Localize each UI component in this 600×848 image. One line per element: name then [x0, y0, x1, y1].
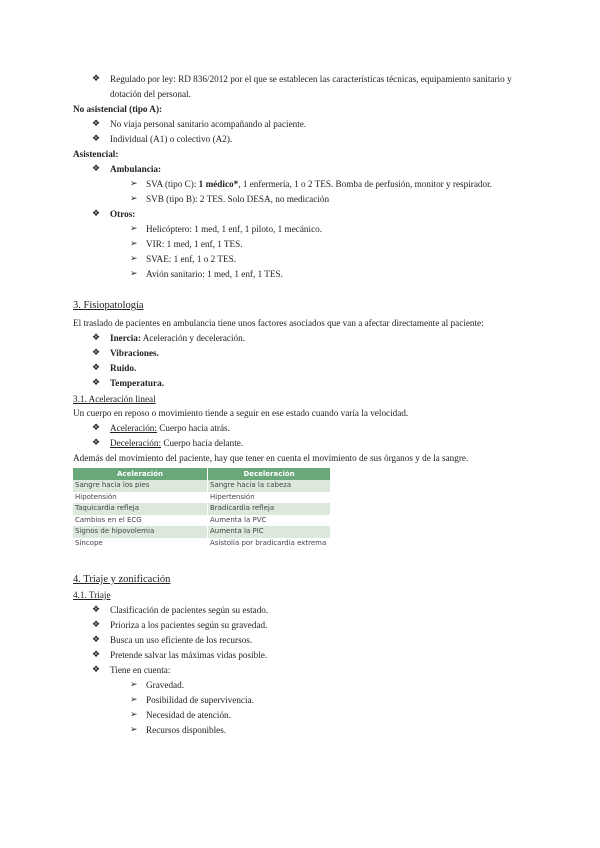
table-cell: Hipotensión	[73, 492, 208, 504]
table-header-row	[73, 468, 331, 480]
diamond-bullet-icon: ❖	[92, 378, 101, 388]
list-item: VIR: 1 med, 1 enf, 1 TES.	[146, 239, 243, 249]
diamond-bullet-icon: ❖	[92, 635, 101, 645]
list-item: Helicóptero: 1 med, 1 enf, 1 piloto, 1 mecánico.	[146, 224, 323, 234]
diamond-bullet-icon: ❖	[92, 209, 101, 219]
diamond-bullet-icon: ❖	[92, 438, 101, 448]
regulation-line: Regulado por ley: RD 836/2012 por el que se establecen las características técnicas, equipamiento sanitario y	[110, 74, 512, 84]
table-row	[73, 503, 331, 515]
effects-table	[73, 468, 331, 549]
subsection-heading-aceleracion: 3.1. Aceleración lineal	[73, 394, 156, 404]
fisiopatologia-intro: El traslado de pacientes en ambulancia tiene unos factores asociados que van a afectar directamente al paciente:	[73, 318, 484, 328]
table-cell: Sangre hacia la cabeza	[208, 480, 331, 492]
arrow-bullet-icon: ➢	[130, 710, 138, 720]
list-item: Gravedad.	[146, 680, 185, 690]
svb-line: SVB (tipo B): 2 TES. Solo DESA, no medicación	[146, 194, 330, 204]
list-item: Busca un uso eficiente de los recursos.	[110, 635, 253, 645]
list-item: Deceleración: Cuerpo hacia delante.	[110, 438, 244, 448]
list-item: Necesidad de atención.	[146, 710, 231, 720]
otros-label: Otros:	[110, 209, 136, 219]
table-cell: Bradicardia refleja	[208, 503, 331, 515]
ambulancia-label: Ambulancia:	[110, 164, 162, 174]
list-item: No viaja personal sanitario acompañando al paciente.	[110, 119, 307, 129]
arrow-bullet-icon: ➢	[130, 725, 138, 735]
diamond-bullet-icon: ❖	[92, 605, 101, 615]
arrow-bullet-icon: ➢	[130, 269, 138, 279]
list-item: Ruido.	[110, 363, 137, 373]
section-heading-triaje: 4. Triaje y zonificación	[73, 574, 171, 585]
table-cell: Aumenta la PVC	[208, 515, 331, 527]
list-item: Individual (A1) o colectivo (A2).	[110, 134, 233, 144]
diamond-bullet-icon: ❖	[92, 650, 101, 660]
diamond-bullet-icon: ❖	[92, 119, 101, 129]
no-asistencial-heading: No asistencial (tipo A):	[73, 104, 163, 114]
list-item: Aceleración: Cuerpo hacia atrás.	[110, 423, 230, 433]
list-item: Posibilidad de supervivencia.	[146, 695, 254, 705]
diamond-bullet-icon: ❖	[92, 134, 101, 144]
table-row	[73, 480, 331, 492]
diamond-bullet-icon: ❖	[92, 164, 101, 174]
arrow-bullet-icon: ➢	[130, 239, 138, 249]
list-item: Inercia: Aceleración y deceleración.	[110, 333, 246, 343]
list-item: Vibraciones.	[110, 348, 159, 358]
table-header: Aceleración	[73, 468, 208, 480]
table-cell: Cambios en el ECG	[73, 515, 208, 527]
diamond-bullet-icon: ❖	[92, 423, 101, 433]
table-cell: Sangre hacia los pies	[73, 480, 208, 492]
list-item: Pretende salvar las máximas vidas posible.	[110, 650, 268, 660]
table-row	[73, 538, 331, 550]
diamond-bullet-icon: ❖	[92, 348, 101, 358]
diamond-bullet-icon: ❖	[92, 665, 101, 675]
list-item: Tiene en cuenta:	[110, 665, 171, 675]
arrow-bullet-icon: ➢	[130, 695, 138, 705]
diamond-bullet-icon: ❖	[92, 363, 101, 373]
section-heading-fisiopatologia: 3. Fisiopatología	[73, 300, 144, 311]
sva-line: SVA (tipo C): 1 médico*, 1 enfermería, 1 o 2 TES. Bomba de perfusión, monitor y respirador.	[146, 179, 492, 189]
table-cell: Hipertensión	[208, 492, 331, 504]
arrow-bullet-icon: ➢	[130, 254, 138, 264]
table-header: Deceleración	[208, 468, 331, 480]
list-item: Avión sanitario: 1 med, 1 enf, 1 TES.	[146, 269, 283, 279]
aceleracion-outro: Además del movimiento del paciente, hay que tener en cuenta el movimiento de sus órganos y de la sangre.	[73, 453, 469, 463]
diamond-bullet-icon: ❖	[92, 74, 101, 84]
list-item: Clasificación de pacientes según su estado.	[110, 605, 269, 615]
list-item: Recursos disponibles.	[146, 725, 227, 735]
arrow-bullet-icon: ➢	[130, 680, 138, 690]
list-item: SVAE: 1 enf, 1 o 2 TES.	[146, 254, 237, 264]
table-cell: Aumenta la PIC	[208, 526, 331, 538]
table-cell: Taquicardia refleja	[73, 503, 208, 515]
table-cell: Síncope	[73, 538, 208, 550]
table-cell: Signos de hipovolemia	[73, 526, 208, 538]
list-item: Prioriza a los pacientes según su gravedad.	[110, 620, 268, 630]
diamond-bullet-icon: ❖	[92, 620, 101, 630]
asistencial-heading: Asistencial:	[73, 149, 119, 159]
regulation-line-cont: dotación del personal.	[110, 89, 191, 99]
subsection-heading-triaje: 4.1. Triaje	[73, 590, 111, 600]
table-cell: Asistolia por bradicardia extrema	[208, 538, 331, 550]
table-row	[73, 526, 331, 538]
arrow-bullet-icon: ➢	[130, 224, 138, 234]
aceleracion-intro: Un cuerpo en reposo o movimiento tiende a seguir en ese estado cuando varía la velocidad.	[73, 408, 409, 418]
diamond-bullet-icon: ❖	[92, 333, 101, 343]
list-item: Temperatura.	[110, 378, 165, 388]
table-row	[73, 492, 331, 504]
arrow-bullet-icon: ➢	[130, 179, 138, 189]
table-row	[73, 515, 331, 527]
arrow-bullet-icon: ➢	[130, 194, 138, 204]
